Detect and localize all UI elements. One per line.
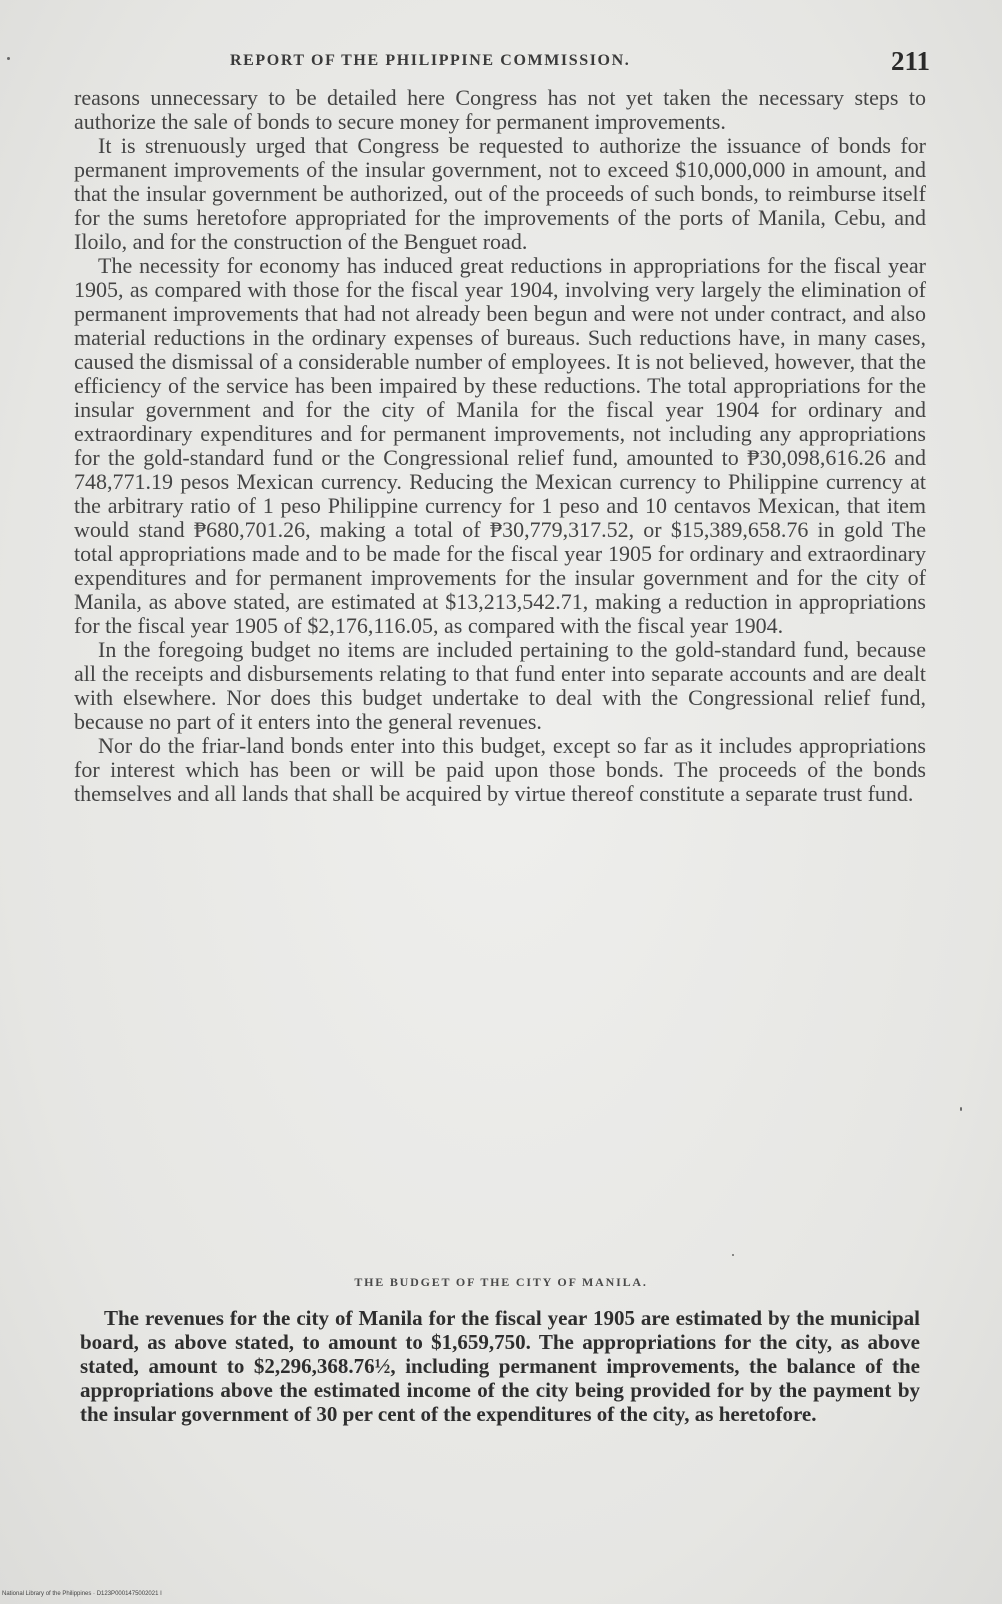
manila-budget-text <box>80 1306 920 1426</box>
section-title: THE BUDGET OF THE CITY OF MANILA. <box>354 1275 648 1289</box>
page-number: 211 <box>890 46 930 76</box>
paragraph-bonds: It is strenuously urged that Congress be requested to authorize the issuance of bonds for permanent improvements of the insular government, not to exceed $10,000,000 in amount, and that the insular government be authorized, out of the proceeds of such bonds, to reimburse itself for the sums heretofore appropriated for the improvements of the ports of Manila, Cebu, and Iloilo, and for the construction of the Benguet road. <box>74 133 926 254</box>
paragraph-economy: The necessity for economy has induced great reductions in appropriations for the fiscal year 1905, as compared with those for the fiscal year 1904, involving very largely the elimination of permanent improvements that had not already been begun and were not under contract, and also material reductions in the ordinary expenses of bureaus. Such reductions have, in many cases, caused the dismissal of a considerable number of employees. It is not believed, however, that the efficiency of the service has been impaired by these reductions. The total appropriations for the insular government and for the city of Manila for the fiscal year 1904 for ordinary and extraordinary expenditures and for permanent improvements, not including any appropriations for the gold-standard fund or the Congressional relief fund, amounted to ₱30,098,616.26 and 748,771.19 pesos Mexican currency. Reducing the Mexican currency to Philippine currency at the arbitrary ratio of 1 peso Philippine currency for 1 peso and 10 centavos Mexican, that item would stand ₱680,701.26, making a total of ₱30,779,317.52, or $15,389,658.76 in gold The total appropriations made and to be made for the fiscal year 1905 for ordinary and extraordinary expenditures and for permanent improvements for the insular government and for the city of Manila, as above stated, are estimated at $13,213,542.71, making a reduction in appropriations for the fiscal year 1905 of $2,176,116.05, as compared with the fiscal year 1904. <box>74 253 926 638</box>
paragraph-continuation: reasons unnecessary to be detailed here Congress has not yet taken the necessary steps to authorize the sale of bonds to secure money for permanent improvements. <box>74 85 926 134</box>
paragraph-manila: The revenues for the city of Manila for the fiscal year 1905 are estimated by the municipal board, as above stated, to amount to $1,659,750. The appropriations for the city, as above stated, amount to $2,296,368.76½, including permanent improvements, the balance of the appropriations above the estimated income of the city being provided for by the payment by the insular government of 30 per cent of the expenditures of the city, as heretofore. <box>80 1306 920 1426</box>
page-header <box>230 48 930 80</box>
scan-speck <box>732 1254 734 1256</box>
running-head: REPORT OF THE PHILIPPINE COMMISSION. <box>230 52 631 69</box>
scan-speck <box>7 57 10 60</box>
scan-speck <box>960 1107 962 1111</box>
body-text <box>74 86 926 806</box>
paragraph-friar-land: Nor do the friar-land bonds enter into this budget, except so far as it includes appropriations for interest which has been or will be paid upon those bonds. The proceeds of the bonds themselves and all lands that shall be acquired by virtue thereof constitute a separate trust fund. <box>74 733 926 806</box>
scan-footer: National Library of the Philippines · D123P0001475002021 I <box>2 1591 162 1597</box>
paragraph-gold-standard: In the foregoing budget no items are included pertaining to the gold-standard fund, because all the receipts and disbursements relating to that fund enter into separate accounts and are dealt with elsewhere. Nor does this budget undertake to deal with the Congressional relief fund, because no part of it enters into the general revenues. <box>74 637 926 734</box>
